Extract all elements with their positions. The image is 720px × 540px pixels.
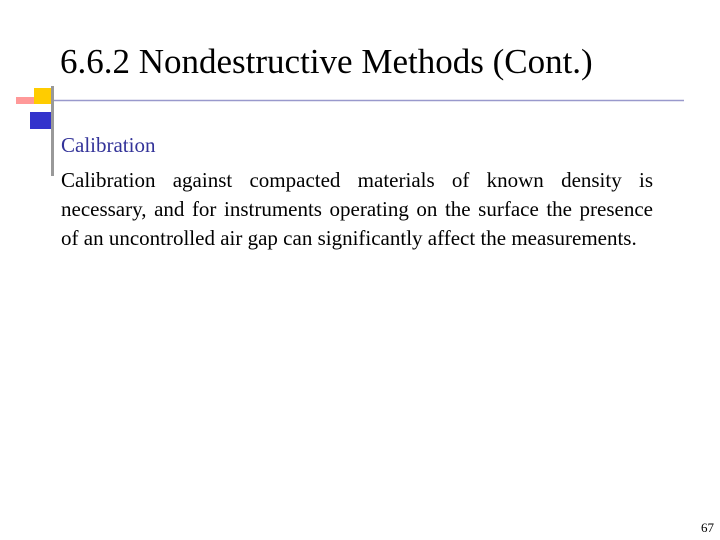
body-paragraph: Calibration against compacted materials of known density is necessary, and for instruments operating on the surface the presence of an uncontrolled air gap can significantly affect the measurements. [61, 168, 653, 250]
accent-notch [36, 104, 52, 112]
slide-title: 6.6.2 Nondestructive Methods (Cont.) [60, 42, 593, 81]
page-number: 67 [701, 520, 714, 535]
accent-vertical-bar [51, 86, 54, 176]
section-heading: Calibration [61, 133, 156, 157]
accent-blue-square [30, 112, 52, 129]
